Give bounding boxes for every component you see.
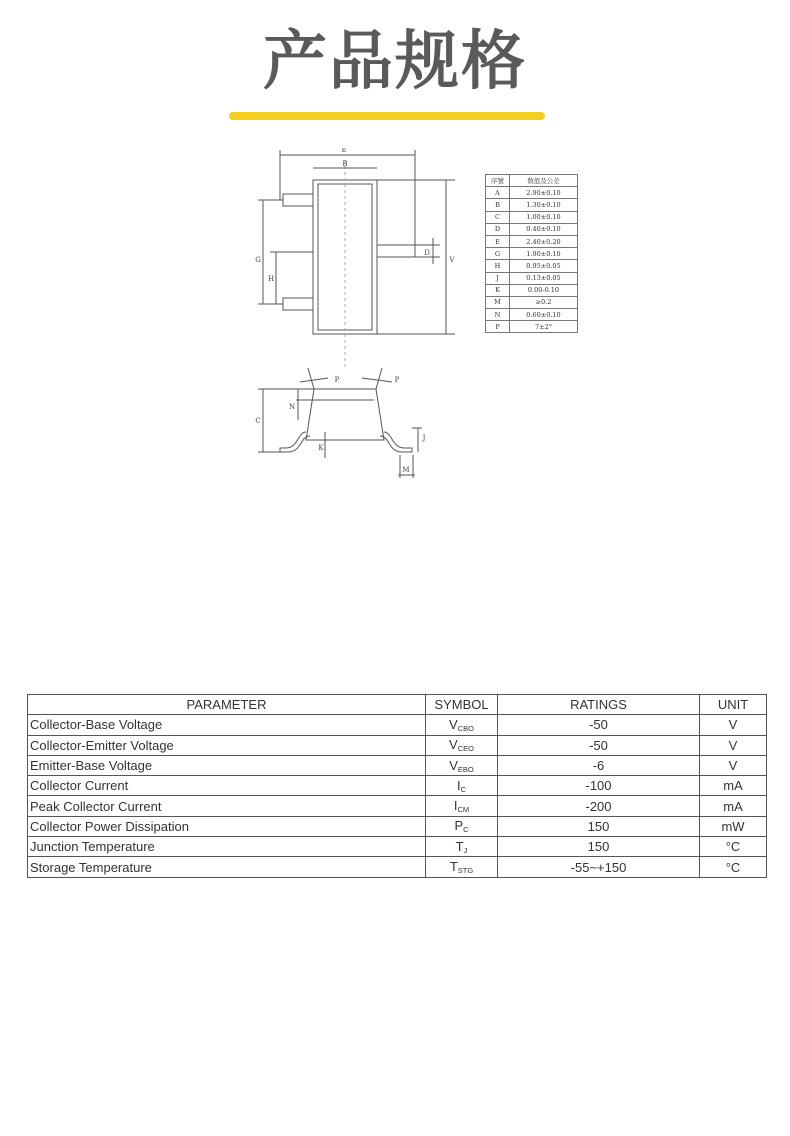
table-row <box>486 296 578 308</box>
table-row <box>28 715 767 735</box>
table-row <box>486 260 578 272</box>
label-P-right: P <box>394 376 400 384</box>
dim-code: H <box>486 260 510 272</box>
label-J: J <box>422 434 426 442</box>
table-row <box>28 796 767 816</box>
symbol-main: T <box>455 838 464 854</box>
rating-cell: -50 <box>498 735 700 755</box>
dim-value: 2.40±0.20 <box>510 235 578 247</box>
parameter-cell: Collector Current <box>28 776 426 796</box>
dim-value: 1.00±0.10 <box>510 211 578 223</box>
symbol-cell <box>426 816 498 836</box>
parameter-cell: Emitter-Base Voltage <box>28 755 426 775</box>
page-title: 产品规格 <box>263 25 527 99</box>
symbol-cell <box>426 796 498 816</box>
unit-cell: mA <box>700 796 767 816</box>
lead-left-top <box>283 194 313 206</box>
symbol-cell <box>426 755 498 775</box>
table-row <box>486 187 578 199</box>
table-row <box>28 857 767 877</box>
header-symbol: SYMBOL <box>426 695 498 715</box>
label-C: C <box>255 417 261 425</box>
header-unit: UNIT <box>700 695 767 715</box>
symbol-cell <box>426 837 498 857</box>
side-lead-right <box>380 432 412 452</box>
symbol-cell <box>426 715 498 735</box>
symbol-subscript: CBO <box>457 723 474 733</box>
dim-code: E <box>486 235 510 247</box>
unit-cell: V <box>700 735 767 755</box>
unit-cell: V <box>700 755 767 775</box>
unit-cell: mA <box>700 776 767 796</box>
dimension-table <box>485 174 578 333</box>
rating-cell: -55~+150 <box>498 857 700 877</box>
side-body <box>306 389 384 440</box>
unit-cell: °C <box>700 837 767 857</box>
label-H: H <box>267 275 275 283</box>
table-row <box>486 235 578 247</box>
symbol-subscript: STG <box>457 866 474 876</box>
rating-cell: -50 <box>498 715 700 735</box>
dim-code: P <box>486 321 510 333</box>
table-row <box>486 248 578 260</box>
symbol-subscript: C <box>463 825 469 835</box>
symbol-main: I <box>456 777 461 793</box>
dim-value: 1.30±0.10 <box>510 199 578 211</box>
dim-value: 0.13±0.05 <box>510 272 578 284</box>
table-row <box>486 199 578 211</box>
lead-left-bottom <box>283 298 313 310</box>
lead-right <box>377 245 415 257</box>
table-row <box>28 816 767 836</box>
dim-code: A <box>486 187 510 199</box>
dim-value: 2.90±0.10 <box>510 187 578 199</box>
header-parameter: PARAMETER <box>28 695 426 715</box>
header-ratings: RATINGS <box>498 695 700 715</box>
parameter-cell: Junction Temperature <box>28 837 426 857</box>
table-row <box>28 837 767 857</box>
dim-value: 0.40±0.10 <box>510 223 578 235</box>
label-E: E <box>341 148 347 154</box>
header-value: 数值及公差 <box>510 175 578 187</box>
parameter-cell: Collector Power Dissipation <box>28 816 426 836</box>
table-row <box>28 776 767 796</box>
symbol-cell <box>426 776 498 796</box>
dim-code: B <box>486 199 510 211</box>
symbol-main: V <box>449 737 458 753</box>
rating-cell: -200 <box>498 796 700 816</box>
dim-code: N <box>486 309 510 321</box>
side-lead-left <box>280 432 310 452</box>
table-row <box>486 309 578 321</box>
label-N: N <box>288 403 296 411</box>
unit-cell: °C <box>700 857 767 877</box>
parameter-cell: Collector-Base Voltage <box>28 715 426 735</box>
symbol-main: I <box>453 798 458 814</box>
label-P-left: P <box>334 376 340 384</box>
dim-value: ≥0.2 <box>510 296 578 308</box>
rating-cell: 150 <box>498 837 700 857</box>
parameter-cell: Storage Temperature <box>28 857 426 877</box>
symbol-main: V <box>449 757 458 773</box>
dim-value: 0.00-0.10 <box>510 284 578 296</box>
header-code: 序號 <box>486 175 510 187</box>
symbol-cell <box>426 735 498 755</box>
unit-cell: V <box>700 715 767 735</box>
label-B: B <box>342 160 348 168</box>
parameter-cell: Peak Collector Current <box>28 796 426 816</box>
ratings-table <box>27 694 767 878</box>
table-row <box>486 211 578 223</box>
dim-code: J <box>486 272 510 284</box>
label-V: V <box>449 256 455 264</box>
dim-code: G <box>486 248 510 260</box>
symbol-subscript: J <box>463 845 468 855</box>
dim-value: 0.60±0.10 <box>510 309 578 321</box>
dim-code: C <box>486 211 510 223</box>
rating-cell: -6 <box>498 755 700 775</box>
dim-code: D <box>486 223 510 235</box>
table-row <box>28 735 767 755</box>
symbol-subscript: C <box>460 784 467 794</box>
table-row <box>28 755 767 775</box>
table-row <box>486 272 578 284</box>
dim-value: 0.95±0.05 <box>510 260 578 272</box>
symbol-subscript: CM <box>457 805 470 815</box>
dimension-table-header <box>486 175 578 187</box>
ratings-table-header <box>28 695 767 715</box>
symbol-subscript: CEO <box>457 744 474 754</box>
dim-value: 7±2° <box>510 321 578 333</box>
symbol-subscript: EBO <box>457 764 474 774</box>
symbol-main: P <box>454 818 464 834</box>
dim-code: M <box>486 296 510 308</box>
dim-code: K <box>486 284 510 296</box>
table-row <box>486 321 578 333</box>
symbol-main: V <box>449 716 458 732</box>
table-row <box>486 223 578 235</box>
rating-cell: -100 <box>498 776 700 796</box>
label-K: K <box>318 444 324 452</box>
dim-value: 1.90±0.10 <box>510 248 578 260</box>
table-row <box>486 284 578 296</box>
unit-cell: mW <box>700 816 767 836</box>
label-D: D <box>424 249 430 257</box>
parameter-cell: Collector-Emitter Voltage <box>28 735 426 755</box>
symbol-cell <box>426 857 498 877</box>
label-G: G <box>255 256 261 264</box>
symbol-main: T <box>449 859 458 875</box>
label-M: M <box>402 466 410 474</box>
title-underline <box>229 112 545 120</box>
rating-cell: 150 <box>498 816 700 836</box>
